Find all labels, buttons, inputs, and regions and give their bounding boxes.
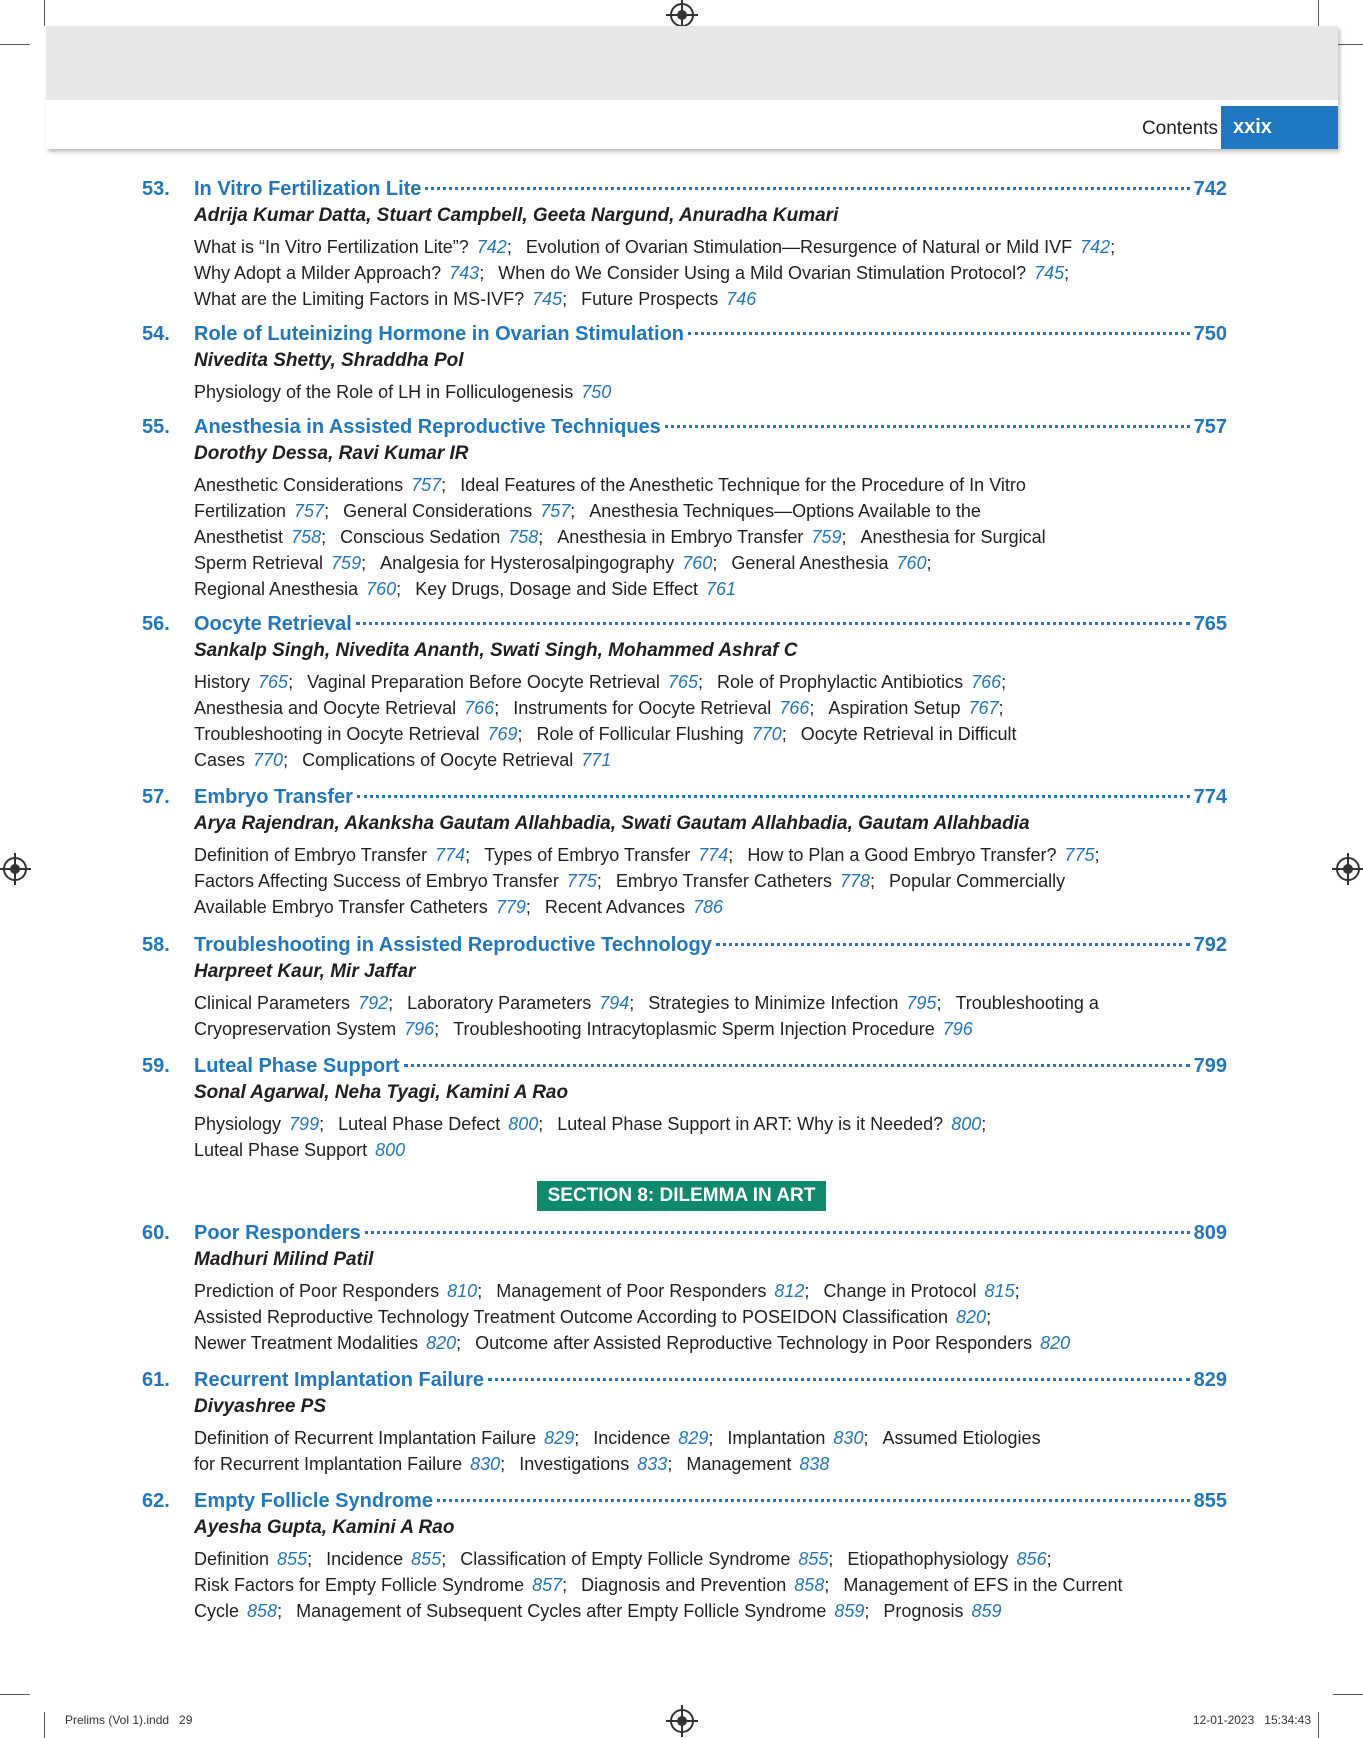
topic-title: When do We Consider Using a Mild Ovarian Stimulation Protocol? bbox=[498, 263, 1027, 283]
topic-page: 759 bbox=[331, 553, 362, 573]
dot-leader bbox=[437, 1499, 1190, 1502]
chapter-title-row[interactable] bbox=[194, 1490, 1227, 1516]
topic-title: Newer Treatment Modalities bbox=[194, 1333, 419, 1353]
topic-title: Cases bbox=[194, 750, 246, 770]
chapter-page: 792 bbox=[1193, 934, 1227, 956]
topic-page: 859 bbox=[834, 1601, 865, 1621]
running-head: Contents bbox=[1141, 118, 1218, 139]
topic-page: 758 bbox=[291, 527, 322, 547]
chapter-topics: Clinical Parameters 792; Laboratory Parameters 794; Strategies to Minimize Infection 795; Troubleshooting a Cryopreservation System 796; Troubleshooting Intracytoplasmic Sperm Injection Procedure 796 bbox=[194, 993, 1099, 1039]
chapter-title[interactable]: Troubleshooting in Assisted Reproductive Technology bbox=[194, 934, 712, 956]
chapter-topics: Definition 855; Incidence 855; Classification of Empty Follicle Syndrome 855; Etiopathophysiology 856; Risk Factors for Empty Follicle Syndrome 857; Diagnosis and Prevention 858; Management of EFS in the Current Cycle 858; Management of Subsequent Cycles after Empty Follicle Syndrome 859; Prognosis 859 bbox=[194, 1549, 1123, 1621]
topic-page: 794 bbox=[599, 993, 630, 1013]
chapter-topics: Definition of Recurrent Implantation Failure 829; Incidence 829; Implantation 830; Assumed Etiologies for Recurrent Implantation Failure 830; Investigations 833; Management 838 bbox=[194, 1428, 1041, 1474]
dot-leader bbox=[425, 187, 1189, 190]
topic-page: 758 bbox=[508, 527, 539, 547]
topic-title: General Anesthesia bbox=[731, 553, 889, 573]
topic-title: for Recurrent Implantation Failure bbox=[194, 1454, 463, 1474]
topic-page: 761 bbox=[706, 579, 737, 599]
topic-page: 775 bbox=[566, 871, 597, 891]
chapter-number: 57. bbox=[142, 786, 170, 808]
chapter-number: 60. bbox=[142, 1222, 170, 1244]
dot-leader bbox=[716, 943, 1190, 946]
chapter-authors: Divyashree PS bbox=[194, 1396, 327, 1417]
topic-page: 766 bbox=[971, 672, 1002, 692]
topic-title: Recent Advances bbox=[544, 897, 685, 917]
topic-page: 855 bbox=[277, 1549, 308, 1569]
topic-page: 760 bbox=[682, 553, 713, 573]
topic-title: Cycle bbox=[194, 1601, 240, 1621]
topic-title: Incidence bbox=[326, 1549, 404, 1569]
topic-page: 820 bbox=[1040, 1333, 1071, 1353]
topic-title: Analgesia for Hysterosalpingography bbox=[380, 553, 675, 573]
topic-page: 795 bbox=[906, 993, 937, 1013]
topic-page: 833 bbox=[637, 1454, 668, 1474]
topic-page: 743 bbox=[449, 263, 480, 283]
topic-title: General Considerations bbox=[343, 501, 533, 521]
topic-title: Embryo Transfer Catheters bbox=[615, 871, 832, 891]
topic-page: 750 bbox=[581, 382, 612, 402]
chapter-title[interactable]: Poor Responders bbox=[194, 1222, 361, 1244]
chapter-authors: Arya Rajendran, Akanksha Gautam Allahbadia, Swati Gautam Allahbadia, Gautam Allahbadia bbox=[194, 813, 1030, 834]
chapter-number: 62. bbox=[142, 1490, 170, 1512]
topic-title: Physiology bbox=[194, 1114, 282, 1134]
chapter-authors: Adrija Kumar Datta, Stuart Campbell, Geeta Nargund, Anuradha Kumari bbox=[194, 205, 839, 226]
topic-page: 855 bbox=[411, 1549, 442, 1569]
topic-title: Etiopathophysiology bbox=[847, 1549, 1009, 1569]
chapter-number: 55. bbox=[142, 416, 170, 438]
topic-page: 766 bbox=[464, 698, 495, 718]
registration-mark-icon bbox=[3, 857, 27, 881]
topic-title: Management bbox=[686, 1454, 792, 1474]
chapter-title-row[interactable] bbox=[194, 613, 1227, 639]
footer-timestamp: 12-01-2023 15:34:43 bbox=[1192, 1713, 1311, 1727]
topic-title: Why Adopt a Milder Approach? bbox=[194, 263, 442, 283]
topic-title: Troubleshooting a bbox=[955, 993, 1099, 1013]
topic-page: 800 bbox=[951, 1114, 982, 1134]
topic-page: 770 bbox=[253, 750, 284, 770]
chapter-title[interactable]: Anesthesia in Assisted Reproductive Techniques bbox=[194, 416, 661, 438]
topic-title: Ideal Features of the Anesthetic Technique for the Procedure of In Vitro bbox=[460, 475, 1026, 495]
topic-title: Clinical Parameters bbox=[194, 993, 351, 1013]
topic-page: 760 bbox=[896, 553, 927, 573]
chapter-authors: Ayesha Gupta, Kamini A Rao bbox=[194, 1517, 455, 1538]
topic-page: 779 bbox=[495, 897, 526, 917]
chapter-title-row[interactable] bbox=[194, 1369, 1227, 1395]
topic-page: 830 bbox=[833, 1428, 864, 1448]
topic-page: 815 bbox=[984, 1281, 1015, 1301]
chapter-topics: What is “In Vitro Fertilization Lite”? 742; Evolution of Ovarian Stimulation—Resurgence of Natural or Mild IVF 742; Why Adopt a Milder Approach? 743; When do We Consider Using a Mild Ovarian Stimulation Protocol? 745; What are the Limiting Factors in MS-IVF? 745; Future Prospects 746 bbox=[194, 237, 1116, 309]
topic-page: 770 bbox=[751, 724, 782, 744]
topic-title: Vaginal Preparation Before Oocyte Retrieval bbox=[307, 672, 660, 692]
topic-title: Definition of Embryo Transfer bbox=[194, 845, 428, 865]
topic-page: 858 bbox=[247, 1601, 278, 1621]
topic-title: Factors Affecting Success of Embryo Transfer bbox=[194, 871, 559, 891]
chapter-topics bbox=[194, 379, 1194, 405]
chapter-title-row[interactable] bbox=[194, 1222, 1227, 1248]
topic-title: Laboratory Parameters bbox=[407, 993, 592, 1013]
chapter-title[interactable]: Embryo Transfer bbox=[194, 786, 353, 808]
topic-page: 792 bbox=[358, 993, 389, 1013]
topic-page: 769 bbox=[487, 724, 518, 744]
topic-page: 757 bbox=[294, 501, 325, 521]
dot-leader bbox=[688, 332, 1190, 335]
topic-title: Risk Factors for Empty Follicle Syndrome bbox=[194, 1575, 525, 1595]
chapter-page: 757 bbox=[1193, 416, 1227, 438]
topic-title: Complications of Oocyte Retrieval bbox=[302, 750, 574, 770]
topic-title: Implantation bbox=[727, 1428, 826, 1448]
chapter-title-row[interactable] bbox=[194, 786, 1227, 812]
chapter-page: 750 bbox=[1193, 323, 1227, 345]
topic-title: Anesthesia for Surgical bbox=[860, 527, 1046, 547]
topic-page: 856 bbox=[1016, 1549, 1047, 1569]
chapter-authors: Harpreet Kaur, Mir Jaffar bbox=[194, 961, 416, 982]
topic-page: 774 bbox=[698, 845, 729, 865]
chapter-topics: Prediction of Poor Responders 810; Management of Poor Responders 812; Change in Protocol 815; Assisted Reproductive Technology Treatment Outcome According to POSEIDON Classification 820; Newer Treatment Modalities 820; Outcome after Assisted Reproductive Technology in Poor Responders 820 bbox=[194, 1281, 1071, 1353]
topic-page: 859 bbox=[971, 1601, 1002, 1621]
topic-title: History bbox=[194, 672, 251, 692]
crop-mark bbox=[1318, 1712, 1319, 1738]
chapter-title-row[interactable] bbox=[194, 323, 1227, 349]
topic-title: Anesthesia and Oocyte Retrieval bbox=[194, 698, 457, 718]
crop-mark bbox=[44, 1712, 45, 1738]
chapter-title-row[interactable] bbox=[194, 934, 1227, 960]
crop-mark bbox=[1318, 0, 1319, 26]
topic-page: 745 bbox=[532, 289, 563, 309]
topic-page: 829 bbox=[544, 1428, 575, 1448]
topic-title: Luteal Phase Support bbox=[194, 1140, 368, 1160]
topic-title: Troubleshooting in Oocyte Retrieval bbox=[194, 724, 480, 744]
chapter-page: 829 bbox=[1193, 1369, 1227, 1391]
chapter-page: 742 bbox=[1193, 178, 1227, 200]
topic-title: Role of Prophylactic Antibiotics bbox=[717, 672, 964, 692]
chapter-page: 774 bbox=[1193, 786, 1227, 808]
dot-leader bbox=[357, 795, 1190, 798]
topic-title: Management of Poor Responders bbox=[496, 1281, 767, 1301]
topic-page: 820 bbox=[956, 1307, 987, 1327]
chapter-page: 809 bbox=[1193, 1222, 1227, 1244]
topic-page: 799 bbox=[289, 1114, 320, 1134]
topic-title: Key Drugs, Dosage and Side Effect bbox=[415, 579, 699, 599]
chapter-page: 855 bbox=[1193, 1490, 1227, 1512]
chapter-title-row[interactable] bbox=[194, 1055, 1227, 1081]
topic-title: Popular Commercially bbox=[889, 871, 1066, 891]
topic-title: Assumed Etiologies bbox=[882, 1428, 1041, 1448]
topic-page: 765 bbox=[258, 672, 289, 692]
topic-title: Luteal Phase Defect bbox=[338, 1114, 501, 1134]
dot-leader bbox=[665, 425, 1190, 428]
topic-title: Conscious Sedation bbox=[340, 527, 501, 547]
topic-title: What is “In Vitro Fertilization Lite”? bbox=[194, 237, 469, 257]
topic-title: Fertilization bbox=[194, 501, 287, 521]
chapter-title[interactable]: Oocyte Retrieval bbox=[194, 613, 352, 635]
chapter-page: 765 bbox=[1193, 613, 1227, 635]
topic-title: Troubleshooting Intracytoplasmic Sperm Injection Procedure bbox=[453, 1019, 935, 1039]
topic-page: 765 bbox=[667, 672, 698, 692]
topic-title: Regional Anesthesia bbox=[194, 579, 359, 599]
topic-title: Definition of Recurrent Implantation Failure bbox=[194, 1428, 537, 1448]
topic-page: 766 bbox=[779, 698, 810, 718]
topic-title: Oocyte Retrieval in Difficult bbox=[800, 724, 1017, 744]
topic-title: Anesthesia in Embryo Transfer bbox=[557, 527, 804, 547]
topic-page: 829 bbox=[678, 1428, 709, 1448]
topic-title: What are the Limiting Factors in MS-IVF? bbox=[194, 289, 525, 309]
chapter-number: 54. bbox=[142, 323, 170, 345]
chapter-authors: Dorothy Dessa, Ravi Kumar IR bbox=[194, 443, 469, 464]
chapter-title[interactable]: In Vitro Fertilization Lite bbox=[194, 178, 422, 200]
topic-title: Sperm Retrieval bbox=[194, 553, 324, 573]
section-banner: SECTION 8: DILEMMA IN ART bbox=[537, 1181, 826, 1211]
chapter-title[interactable]: Role of Luteinizing Hormone in Ovarian Stimulation bbox=[194, 323, 685, 345]
chapter-number: 56. bbox=[142, 613, 170, 635]
topic-page: 796 bbox=[942, 1019, 973, 1039]
chapter-title[interactable]: Empty Follicle Syndrome bbox=[194, 1490, 433, 1512]
topic-page: 796 bbox=[404, 1019, 435, 1039]
chapter-number: 61. bbox=[142, 1369, 170, 1391]
footer-file-info: Prelims (Vol 1).indd 29 bbox=[65, 1713, 193, 1727]
topic-page: 857 bbox=[532, 1575, 563, 1595]
topic-page: 812 bbox=[774, 1281, 805, 1301]
dot-leader bbox=[356, 622, 1190, 625]
topic-title: Instruments for Oocyte Retrieval bbox=[513, 698, 772, 718]
crop-mark bbox=[1333, 1694, 1363, 1695]
chapter-title-row[interactable] bbox=[194, 416, 1227, 442]
crop-mark bbox=[44, 0, 45, 26]
topic-page: 810 bbox=[447, 1281, 478, 1301]
topic-title: Outcome after Assisted Reproductive Technology in Poor Responders bbox=[475, 1333, 1033, 1353]
crop-mark bbox=[0, 44, 30, 45]
registration-mark-icon bbox=[670, 3, 694, 27]
topic-page: 742 bbox=[1080, 237, 1111, 257]
dot-leader bbox=[488, 1378, 1190, 1381]
page-number: xxix bbox=[1221, 106, 1338, 149]
topic-page: 830 bbox=[470, 1454, 501, 1474]
topic-title: Physiology of the Role of LH in Folliculogenesis bbox=[194, 382, 574, 402]
topic-title: Types of Embryo Transfer bbox=[484, 845, 691, 865]
topic-page: 757 bbox=[540, 501, 571, 521]
topic-page: 858 bbox=[794, 1575, 825, 1595]
topic-page: 742 bbox=[476, 237, 507, 257]
topic-page: 838 bbox=[799, 1454, 830, 1474]
topic-title: Change in Protocol bbox=[823, 1281, 977, 1301]
chapter-number: 58. bbox=[142, 934, 170, 956]
topic-page: 775 bbox=[1064, 845, 1095, 865]
topic-title: Definition bbox=[194, 1549, 270, 1569]
topic-title: Luteal Phase Support in ART: Why is it Needed? bbox=[557, 1114, 944, 1134]
topic-title: Role of Follicular Flushing bbox=[536, 724, 744, 744]
topic-page: 771 bbox=[581, 750, 612, 770]
topic-title: Prediction of Poor Responders bbox=[194, 1281, 440, 1301]
dot-leader bbox=[365, 1231, 1190, 1234]
topic-page: 745 bbox=[1034, 263, 1065, 283]
chapter-number: 59. bbox=[142, 1055, 170, 1077]
chapter-title[interactable]: Recurrent Implantation Failure bbox=[194, 1369, 485, 1391]
chapter-page: 799 bbox=[1193, 1055, 1227, 1077]
chapter-topics: Definition of Embryo Transfer 774; Types of Embryo Transfer 774; How to Plan a Good Embryo Transfer? 775; Factors Affecting Success of Embryo Transfer 775; Embryo Transfer Catheters 778; Popular Commercially Available Embryo Transfer Catheters 779; Recent Advances 786 bbox=[194, 845, 1100, 917]
topic-title: Aspiration Setup bbox=[828, 698, 961, 718]
topic-title: How to Plan a Good Embryo Transfer? bbox=[747, 845, 1057, 865]
topic-page: 774 bbox=[435, 845, 466, 865]
topic-page: 800 bbox=[508, 1114, 539, 1134]
chapter-topics: Physiology 799; Luteal Phase Defect 800; Luteal Phase Support in ART: Why is it Needed? 800; Luteal Phase Support 800 bbox=[194, 1114, 987, 1160]
chapter-authors: Sankalp Singh, Nivedita Ananth, Swati Singh, Mohammed Ashraf C bbox=[194, 640, 798, 661]
topic-title: Anesthetic Considerations bbox=[194, 475, 404, 495]
chapter-authors: Nivedita Shetty, Shraddha Pol bbox=[194, 350, 464, 371]
topic-title: Diagnosis and Prevention bbox=[581, 1575, 787, 1595]
dot-leader bbox=[404, 1064, 1190, 1067]
topic-page: 786 bbox=[692, 897, 724, 917]
topic-title: Anesthesia Techniques—Options Available to the bbox=[589, 501, 981, 521]
topic-page: 757 bbox=[411, 475, 442, 495]
chapter-number: 53. bbox=[142, 178, 170, 200]
topic-title: Prognosis bbox=[883, 1601, 964, 1621]
topic-page: 778 bbox=[839, 871, 871, 891]
topic-page: 855 bbox=[798, 1549, 829, 1569]
topic-title: Incidence bbox=[593, 1428, 671, 1448]
topic-title: Investigations bbox=[519, 1454, 630, 1474]
topic-title: Cryopreservation System bbox=[194, 1019, 397, 1039]
chapter-authors: Madhuri Milind Patil bbox=[194, 1249, 374, 1270]
topic-title: Evolution of Ovarian Stimulation—Resurgence of Natural or Mild IVF bbox=[525, 237, 1073, 257]
topic-title: Assisted Reproductive Technology Treatment Outcome According to POSEIDON Classification bbox=[194, 1307, 949, 1327]
crop-mark bbox=[0, 1694, 30, 1695]
topic-page: 820 bbox=[426, 1333, 457, 1353]
topic-title: Classification of Empty Follicle Syndrome bbox=[460, 1549, 791, 1569]
topic-title: Anesthetist bbox=[194, 527, 284, 547]
topic-title: Available Embryo Transfer Catheters bbox=[194, 897, 488, 917]
registration-mark-icon bbox=[1336, 857, 1360, 881]
topic-page: 759 bbox=[811, 527, 842, 547]
chapter-topics: Anesthetic Considerations 757; Ideal Features of the Anesthetic Technique for the Procedure of In Vitro Fertilization 757; General Considerations 757; Anesthesia Techniques—Options Available to the Anesthetist 758; Conscious Sedation 758; Anesthesia in Embryo Transfer 759; Anesthesia for Surgical Sperm Retrieval 759; Analgesia for Hysterosalpingography 760; General Anesthesia 760; Regional Anesthesia 760; Key Drugs, Dosage and Side Effect 761 bbox=[194, 475, 1046, 599]
topic-page: 760 bbox=[366, 579, 397, 599]
topic-title: Management of Subsequent Cycles after Empty Follicle Syndrome bbox=[296, 1601, 827, 1621]
topic-title: Management of EFS in the Current bbox=[843, 1575, 1123, 1595]
topic-title: Strategies to Minimize Infection bbox=[648, 993, 899, 1013]
topic-page: 767 bbox=[968, 698, 999, 718]
topic-title: Future Prospects bbox=[581, 289, 719, 309]
chapter-title-row[interactable] bbox=[194, 178, 1227, 204]
chapter-authors: Sonal Agarwal, Neha Tyagi, Kamini A Rao bbox=[194, 1082, 569, 1103]
topic-page: 800 bbox=[375, 1140, 406, 1160]
topic-page: 746 bbox=[726, 289, 757, 309]
registration-mark-icon bbox=[670, 1709, 694, 1733]
chapter-topics: History 765; Vaginal Preparation Before Oocyte Retrieval 765; Role of Prophylactic Antibiotics 766; Anesthesia and Oocyte Retrieval 766; Instruments for Oocyte Retrieval 766; Aspiration Setup 767; Troubleshooting in Oocyte Retrieval 769; Role of Follicular Flushing 770; Oocyte Retrieval in Difficult Cases 770; Complications of Oocyte Retrieval 771 bbox=[194, 672, 1017, 770]
chapter-title[interactable]: Luteal Phase Support bbox=[194, 1055, 400, 1077]
